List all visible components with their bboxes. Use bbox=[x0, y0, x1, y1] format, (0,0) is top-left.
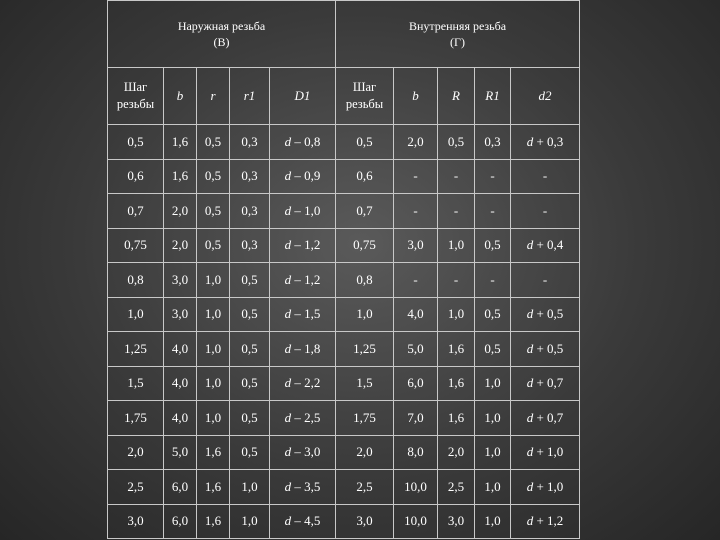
table-cell: 1,0 bbox=[197, 263, 230, 298]
column-header-row bbox=[108, 68, 580, 125]
table-cell: 1,6 bbox=[438, 332, 475, 367]
table-cell: 4,0 bbox=[164, 332, 197, 367]
table-cell: 0,3 bbox=[230, 159, 270, 194]
table-row bbox=[108, 159, 580, 194]
table-cell: 0,5 bbox=[230, 435, 270, 470]
table-row bbox=[108, 470, 580, 505]
table-cell: 5,0 bbox=[164, 435, 197, 470]
table-cell: 0,5 bbox=[475, 228, 511, 263]
table-cell: 3,0 bbox=[164, 297, 197, 332]
table-cell: d + 1,0 bbox=[511, 470, 580, 505]
table-cell: 1,6 bbox=[197, 470, 230, 505]
table-cell: 0,75 bbox=[336, 228, 394, 263]
table-cell: 0,7 bbox=[108, 194, 164, 229]
col-b-outer: b bbox=[164, 68, 197, 125]
table-row bbox=[108, 504, 580, 539]
table-cell: - bbox=[475, 263, 511, 298]
table-cell: 3,0 bbox=[108, 504, 164, 539]
table-cell: d – 2,2 bbox=[270, 366, 336, 401]
table-cell: 1,0 bbox=[197, 297, 230, 332]
table-cell: 10,0 bbox=[394, 470, 438, 505]
table-cell: d + 0,3 bbox=[511, 125, 580, 160]
table-cell: d – 1,2 bbox=[270, 263, 336, 298]
table-cell: 1,6 bbox=[164, 159, 197, 194]
col-r1: r1 bbox=[230, 68, 270, 125]
table-cell: 0,5 bbox=[438, 125, 475, 160]
table-cell: 2,5 bbox=[438, 470, 475, 505]
table-cell: 0,5 bbox=[197, 159, 230, 194]
table-cell: d + 1,2 bbox=[511, 504, 580, 539]
col-big-r1: R1 bbox=[475, 68, 511, 125]
outer-thread-subtitle: (В) bbox=[213, 35, 230, 49]
table-row bbox=[108, 332, 580, 367]
table-row bbox=[108, 194, 580, 229]
table-cell: 4,0 bbox=[164, 401, 197, 436]
table-cell: 0,7 bbox=[336, 194, 394, 229]
table-cell: d + 0,7 bbox=[511, 366, 580, 401]
table-cell: 1,0 bbox=[475, 504, 511, 539]
table-cell: 4,0 bbox=[164, 366, 197, 401]
table-cell: 0,5 bbox=[197, 125, 230, 160]
table-cell: 0,8 bbox=[108, 263, 164, 298]
table-cell: d – 1,5 bbox=[270, 297, 336, 332]
table-cell: 1,0 bbox=[475, 470, 511, 505]
table-cell: d – 4,5 bbox=[270, 504, 336, 539]
table-row bbox=[108, 435, 580, 470]
table-cell: 1,0 bbox=[475, 401, 511, 436]
table-cell: 0,3 bbox=[230, 194, 270, 229]
table-cell: 2,0 bbox=[438, 435, 475, 470]
table-cell: 0,6 bbox=[108, 159, 164, 194]
table-cell: 0,5 bbox=[475, 332, 511, 367]
col-d2: d2 bbox=[511, 68, 580, 125]
table-cell: 1,25 bbox=[336, 332, 394, 367]
table-cell: - bbox=[511, 194, 580, 229]
table-cell: 0,5 bbox=[230, 401, 270, 436]
table-cell: 0,3 bbox=[475, 125, 511, 160]
table-cell: - bbox=[511, 263, 580, 298]
inner-thread-title: Внутренняя резьба bbox=[408, 19, 507, 33]
table-cell: d + 0,4 bbox=[511, 228, 580, 263]
table-cell: 1,0 bbox=[197, 366, 230, 401]
table-row bbox=[108, 228, 580, 263]
table-cell: - bbox=[438, 263, 475, 298]
table-cell: 2,5 bbox=[336, 470, 394, 505]
table-cell: 1,0 bbox=[438, 297, 475, 332]
table-cell: 1,0 bbox=[336, 297, 394, 332]
table-cell: d – 3,5 bbox=[270, 470, 336, 505]
table-cell: 0,5 bbox=[475, 297, 511, 332]
table-cell: 1,6 bbox=[197, 435, 230, 470]
table-cell: 3,0 bbox=[164, 263, 197, 298]
table-cell: 0,5 bbox=[230, 332, 270, 367]
inner-thread-header bbox=[336, 1, 580, 68]
table-cell: - bbox=[475, 159, 511, 194]
table-cell: - bbox=[475, 194, 511, 229]
table-cell: 1,0 bbox=[197, 332, 230, 367]
outer-thread-title: Наружная резьба bbox=[177, 19, 266, 33]
table-cell: 8,0 bbox=[394, 435, 438, 470]
col-d1: D1 bbox=[270, 68, 336, 125]
table-cell: 1,6 bbox=[438, 401, 475, 436]
table-cell: d – 1,8 bbox=[270, 332, 336, 367]
table-cell: 0,5 bbox=[230, 263, 270, 298]
table-cell: - bbox=[438, 194, 475, 229]
table-cell: 6,0 bbox=[394, 366, 438, 401]
table-cell: 2,0 bbox=[164, 194, 197, 229]
table-cell: d + 0,5 bbox=[511, 297, 580, 332]
table-cell: - bbox=[394, 194, 438, 229]
table-cell: d – 1,0 bbox=[270, 194, 336, 229]
table-cell: 5,0 bbox=[394, 332, 438, 367]
table-cell: 3,0 bbox=[336, 504, 394, 539]
table-cell: d + 1,0 bbox=[511, 435, 580, 470]
col-pitch-inner: Шаг резьбы bbox=[336, 68, 394, 125]
table-cell: 3,0 bbox=[438, 504, 475, 539]
table-cell: 0,5 bbox=[230, 297, 270, 332]
table-row bbox=[108, 263, 580, 298]
table-cell: 1,6 bbox=[438, 366, 475, 401]
table-cell: 3,0 bbox=[394, 228, 438, 263]
table-cell: 2,0 bbox=[164, 228, 197, 263]
table-cell: d + 0,5 bbox=[511, 332, 580, 367]
table-cell: 0,5 bbox=[197, 228, 230, 263]
table-cell: 1,0 bbox=[197, 401, 230, 436]
table-cell: 1,0 bbox=[438, 228, 475, 263]
table-cell: - bbox=[394, 263, 438, 298]
table-row bbox=[108, 125, 580, 160]
table-cell: 6,0 bbox=[164, 470, 197, 505]
col-r: r bbox=[197, 68, 230, 125]
table-cell: 1,5 bbox=[336, 366, 394, 401]
table-cell: 1,0 bbox=[230, 504, 270, 539]
table-cell: 1,0 bbox=[108, 297, 164, 332]
table-cell: - bbox=[438, 159, 475, 194]
table-cell: 2,0 bbox=[394, 125, 438, 160]
table-cell: 2,0 bbox=[108, 435, 164, 470]
table-row bbox=[108, 297, 580, 332]
outer-thread-header bbox=[108, 1, 336, 68]
table-cell: 0,5 bbox=[108, 125, 164, 160]
col-big-r: R bbox=[438, 68, 475, 125]
table-cell: - bbox=[394, 159, 438, 194]
table-cell: 6,0 bbox=[164, 504, 197, 539]
table-cell: - bbox=[511, 159, 580, 194]
table-cell: 0,8 bbox=[336, 263, 394, 298]
table-row bbox=[108, 401, 580, 436]
table-cell: 0,5 bbox=[230, 366, 270, 401]
table-cell: 1,0 bbox=[475, 366, 511, 401]
table-cell: 7,0 bbox=[394, 401, 438, 436]
table-cell: 0,6 bbox=[336, 159, 394, 194]
table-cell: 2,0 bbox=[336, 435, 394, 470]
table-cell: 10,0 bbox=[394, 504, 438, 539]
table-cell: 0,5 bbox=[336, 125, 394, 160]
table-cell: 1,5 bbox=[108, 366, 164, 401]
table-cell: d + 0,7 bbox=[511, 401, 580, 436]
inner-thread-subtitle: (Г) bbox=[450, 35, 465, 49]
table-cell: d – 1,2 bbox=[270, 228, 336, 263]
table-cell: 1,25 bbox=[108, 332, 164, 367]
group-header-row bbox=[108, 1, 580, 68]
table-cell: d – 0,8 bbox=[270, 125, 336, 160]
table-cell: d – 0,9 bbox=[270, 159, 336, 194]
table-cell: d – 3,0 bbox=[270, 435, 336, 470]
table-row bbox=[108, 366, 580, 401]
table-cell: 1,0 bbox=[230, 470, 270, 505]
table-cell: 1,75 bbox=[108, 401, 164, 436]
table-cell: 0,3 bbox=[230, 228, 270, 263]
table-cell: 1,75 bbox=[336, 401, 394, 436]
col-pitch-outer: Шаг резьбы bbox=[108, 68, 164, 125]
thread-table bbox=[107, 0, 580, 539]
table-cell: 2,5 bbox=[108, 470, 164, 505]
table-cell: 0,75 bbox=[108, 228, 164, 263]
table-cell: 1,0 bbox=[475, 435, 511, 470]
table-cell: 1,6 bbox=[197, 504, 230, 539]
table-cell: 1,6 bbox=[164, 125, 197, 160]
table-cell: 4,0 bbox=[394, 297, 438, 332]
table-cell: 0,5 bbox=[197, 194, 230, 229]
col-b-inner: b bbox=[394, 68, 438, 125]
table-cell: d – 2,5 bbox=[270, 401, 336, 436]
table-body bbox=[108, 1, 580, 539]
table-cell: 0,3 bbox=[230, 125, 270, 160]
